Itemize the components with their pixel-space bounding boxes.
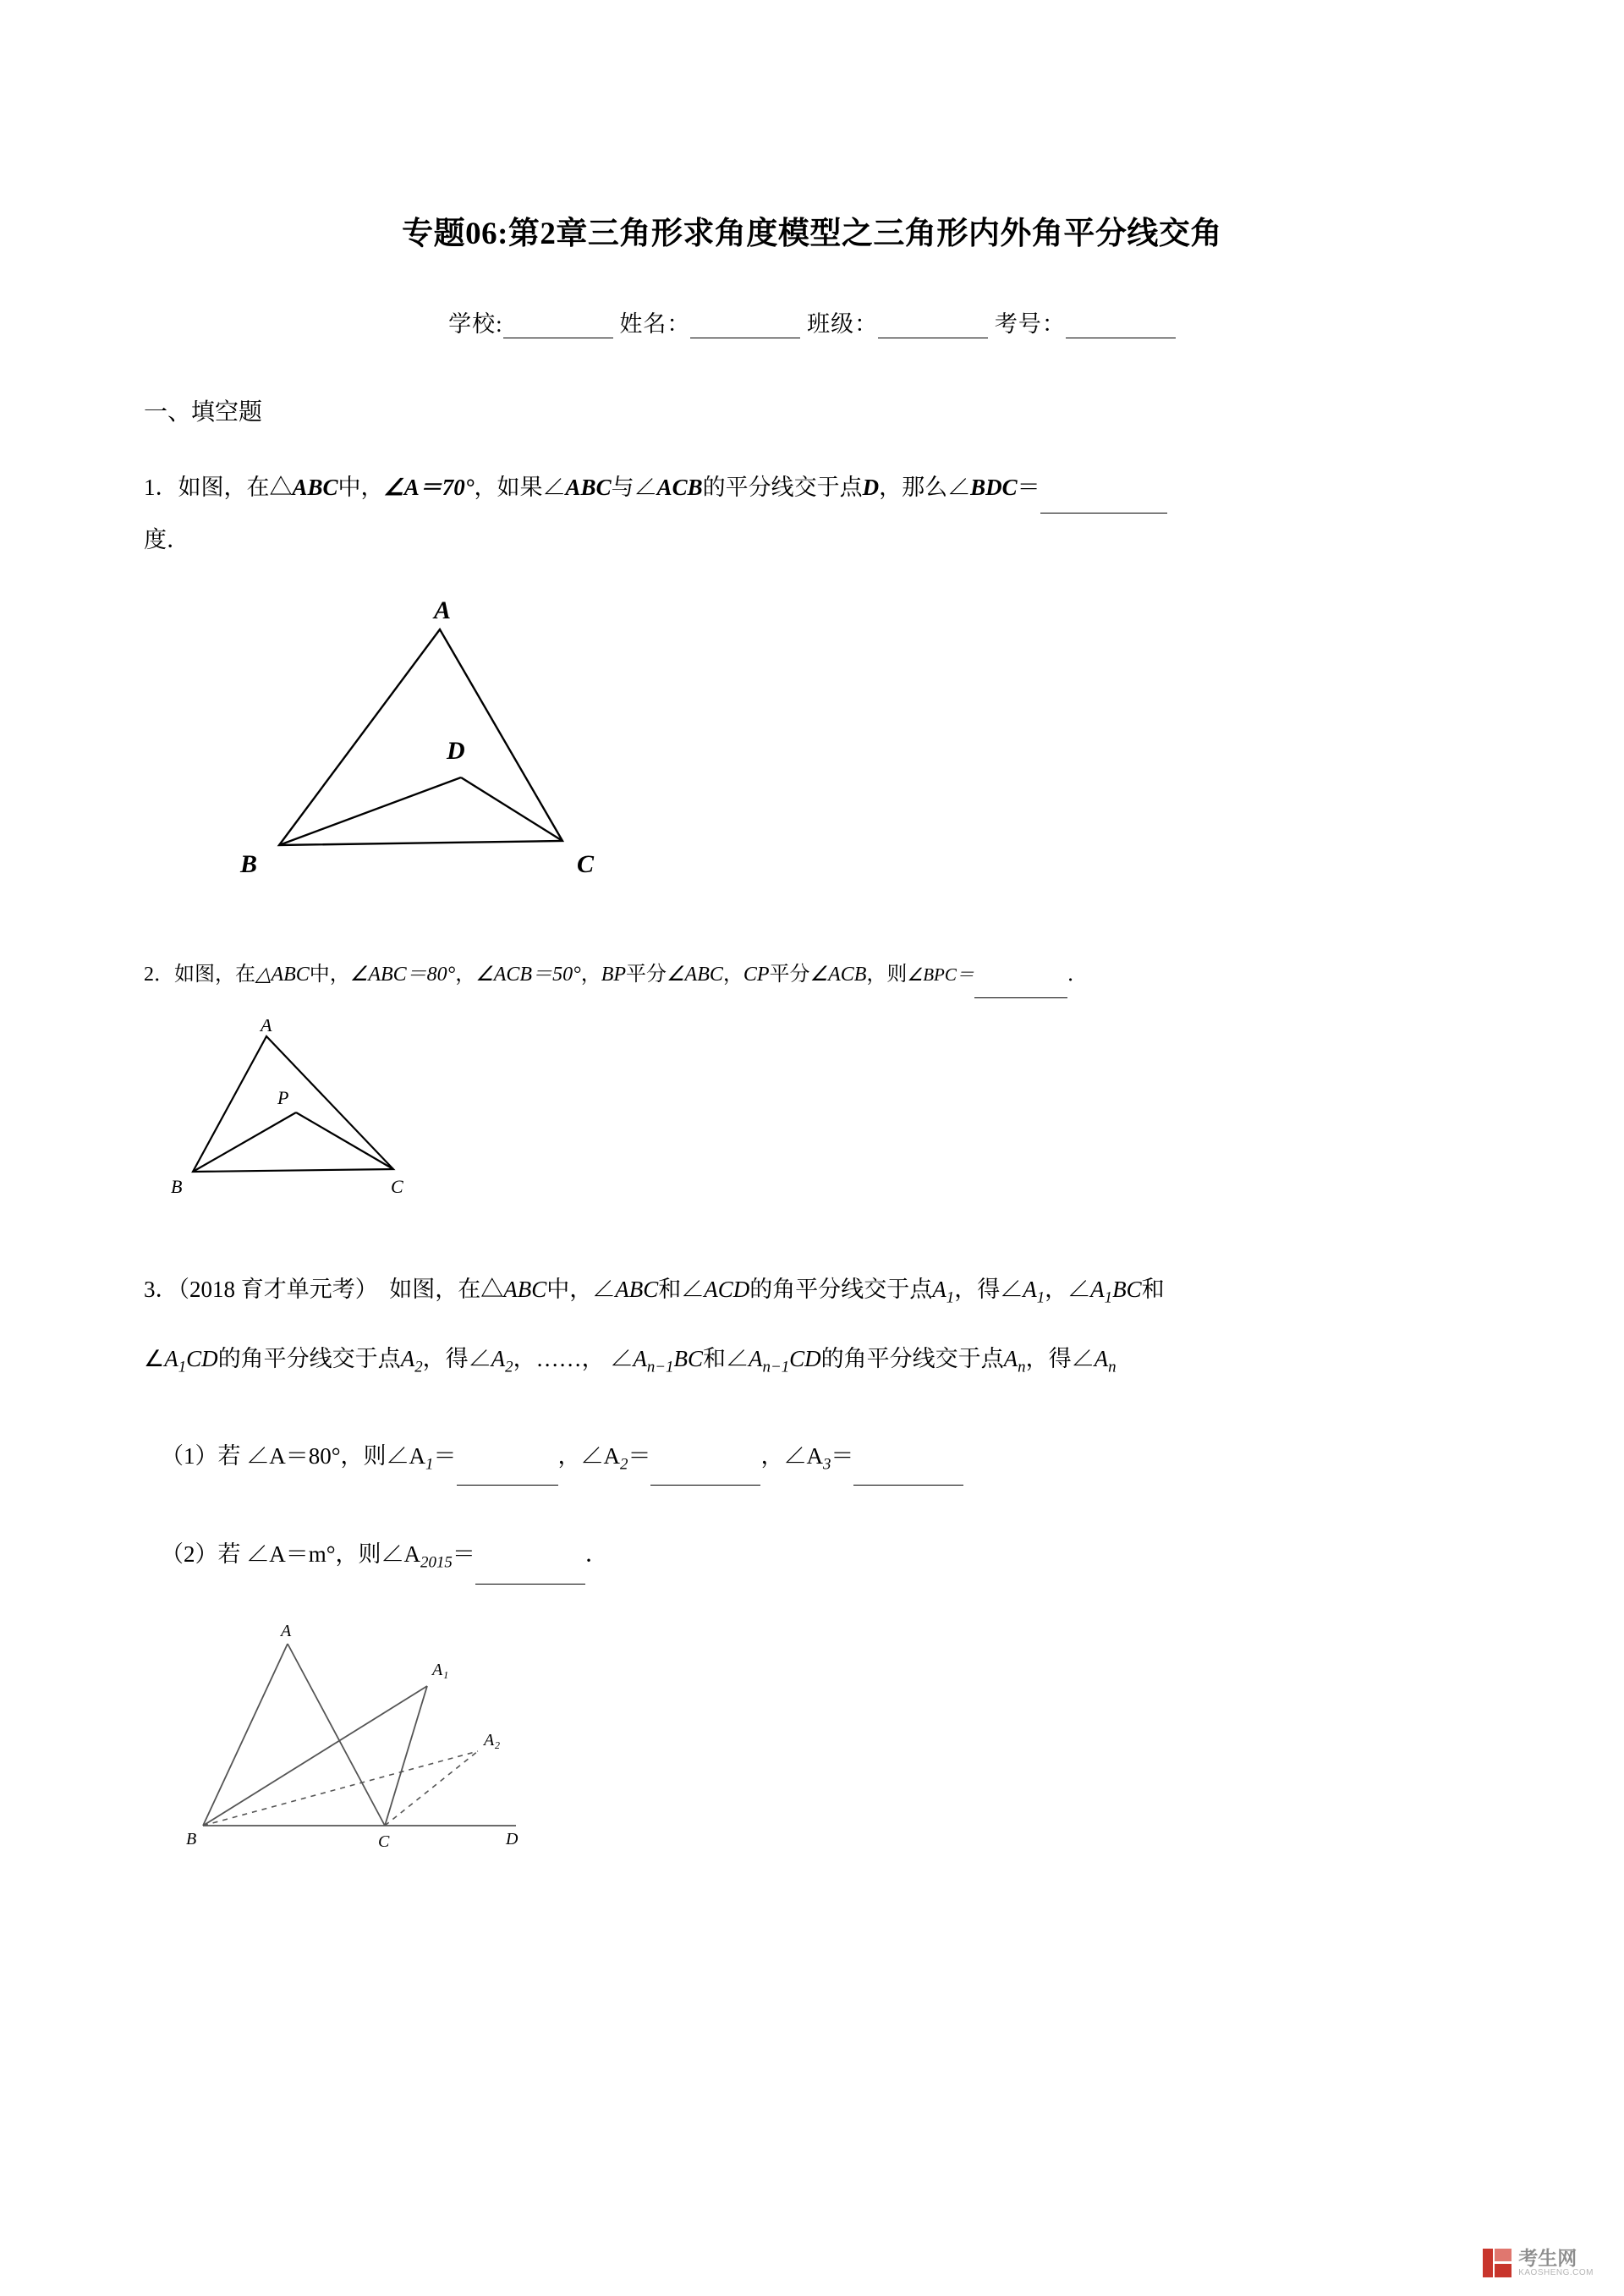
q3-sub1-blank-3[interactable] xyxy=(853,1464,963,1486)
q1-bdc: BDC xyxy=(970,475,1018,500)
q3-acd: ACD xyxy=(704,1277,750,1302)
q1-answer-blank[interactable] xyxy=(1040,492,1167,514)
q2-ang1: ∠ABC＝80° xyxy=(349,964,456,986)
watermark-logo-icon xyxy=(1483,2249,1512,2277)
figure-1-label-A: A xyxy=(434,600,452,624)
figure-1-label-C: C xyxy=(577,850,595,878)
q1-text-d: 与∠ xyxy=(611,475,657,500)
q2-ang5: ∠BPC＝ xyxy=(907,964,974,985)
q3-l2-an1-sub: n−1 xyxy=(646,1358,674,1376)
figure-3-label-D: D xyxy=(506,1829,518,1848)
figure-2-label-C: C xyxy=(391,1176,403,1197)
q3-sub1-sub3: 3 xyxy=(822,1455,831,1474)
question-3 xyxy=(144,1263,1480,1394)
figure-3-label-A: A xyxy=(281,1622,292,1640)
question-3-part-1 xyxy=(161,1435,1480,1486)
figure-3-label-A1: A₁ xyxy=(432,1660,449,1679)
question-3-part-2 xyxy=(161,1533,1480,1584)
exam-id-blank[interactable] xyxy=(1066,317,1176,338)
figure-question-2 xyxy=(161,1019,1480,1214)
figure-3-label-B: B xyxy=(186,1829,197,1848)
q3-line2-b: 的角平分线交于点 xyxy=(217,1346,401,1372)
figure-2-label-A: A xyxy=(261,1019,272,1035)
q3-line2-h: ，得∠ xyxy=(1025,1346,1095,1372)
q3-line1-d: 的角平分线交于点 xyxy=(749,1277,933,1302)
q2-number: 2． xyxy=(144,964,174,986)
q1-text-a: 如图，在△ xyxy=(178,475,293,500)
q3-sub2-sub: 2015 xyxy=(420,1553,453,1572)
figure-question-1 xyxy=(228,600,1480,904)
figure-1-svg xyxy=(228,600,668,904)
school-label: 学校: xyxy=(448,311,503,337)
q3-sub1-blank-1[interactable] xyxy=(457,1464,558,1486)
q2-end: ． xyxy=(1067,964,1088,986)
q3-l2-an: A xyxy=(1003,1346,1018,1372)
figure-question-3 xyxy=(186,1623,1480,1868)
q3-l2-an1b-sub: n−1 xyxy=(762,1358,790,1376)
q3-number: 3． xyxy=(144,1277,178,1302)
page-title: 专题06:第2章三角形求角度模型之三角形内外角平分线交角 xyxy=(402,217,1222,251)
q3-line1-g: 和 xyxy=(1141,1277,1165,1302)
q1-text-b: 中， xyxy=(337,475,384,500)
q3-abc2: ABC xyxy=(615,1277,659,1302)
document-content xyxy=(144,0,1480,1868)
q1-text-f: ，那么∠ xyxy=(879,475,971,500)
q3-sub2-blank[interactable] xyxy=(475,1563,585,1585)
q2-ang2: ∠ACB＝50° xyxy=(475,964,581,986)
q2-answer-blank[interactable] xyxy=(974,977,1067,998)
q3-l2-a2-sub: 2 xyxy=(414,1358,423,1376)
q2-mid1: 中， xyxy=(309,964,350,986)
q3-a1: A xyxy=(932,1277,946,1302)
q3-sub2-label: （2）若 ∠A＝m°，则∠A xyxy=(161,1541,421,1568)
q1-abc: ABC xyxy=(292,475,338,500)
q3-line2-a: ∠ xyxy=(144,1346,165,1372)
q3-line2-d: ，……， xyxy=(513,1346,605,1372)
q3-sub1-sub2: 2 xyxy=(620,1455,628,1474)
name-blank[interactable] xyxy=(690,317,800,338)
q2-sep2: ， xyxy=(580,964,601,986)
q2-sep3: ， xyxy=(722,964,743,986)
q3-l2-a1-sub: 1 xyxy=(178,1358,187,1376)
figure-2-label-B: B xyxy=(171,1176,183,1197)
name-label: 姓名： xyxy=(619,311,691,337)
class-label: 班级： xyxy=(807,311,879,337)
q3-line1-b: 中，∠ xyxy=(546,1277,616,1302)
q2-cp: CP xyxy=(743,964,770,986)
q3-sub1-sub: 1 xyxy=(425,1455,434,1474)
figure-3-svg xyxy=(186,1623,660,1868)
q3-source: （2018 育才单元考） xyxy=(178,1277,378,1302)
school-blank[interactable] xyxy=(503,317,613,338)
q3-a1b-sub: 1 xyxy=(1036,1288,1045,1307)
q2-sep4: ，则 xyxy=(866,964,908,986)
q3-l2-a2b: A xyxy=(491,1346,506,1372)
q3-sub2-end: ． xyxy=(584,1541,608,1568)
q1-angle-a: ∠A＝70° xyxy=(383,475,475,500)
student-info-line xyxy=(144,305,1480,338)
exam-id-label: 考号： xyxy=(994,311,1066,337)
q3-l2-anb: A xyxy=(1094,1346,1109,1372)
figure-1-label-D: D xyxy=(447,737,465,765)
q3-l2-bc: BC xyxy=(673,1346,703,1372)
q3-l2-an1: A xyxy=(633,1346,647,1372)
watermark xyxy=(1483,2248,1594,2277)
q3-l2-anb-sub: n xyxy=(1108,1358,1116,1376)
q3-sub1-label: （1）若 ∠A＝80°，则∠A xyxy=(161,1442,426,1469)
figure-2-label-P: P xyxy=(277,1087,289,1108)
q1-text-c: ，如果∠ xyxy=(474,475,566,500)
q3-l2-cd: CD xyxy=(186,1346,218,1372)
q3-line2-g: 的角平分线交于点 xyxy=(820,1346,1004,1372)
q3-line2-c: ，得∠ xyxy=(422,1346,491,1372)
q3-l2-a2: A xyxy=(400,1346,415,1372)
q3-line1-e: ，得∠ xyxy=(954,1277,1023,1302)
q3-line1-f: ，∠ xyxy=(1045,1277,1091,1302)
q3-line1-c: 和∠ xyxy=(658,1277,705,1302)
q2-bisect1: 平分 xyxy=(626,964,667,986)
watermark-en: KAOSHENG.COM xyxy=(1518,2267,1594,2277)
q3-l2-a2b-sub: 2 xyxy=(505,1358,513,1376)
q3-l2-a1: A xyxy=(164,1346,178,1372)
q2-ang3: ∠ABC xyxy=(667,964,723,986)
figure-3-label-C: C xyxy=(378,1832,390,1851)
q1-text-g: ＝ xyxy=(1017,475,1040,500)
question-2 xyxy=(144,951,1480,998)
figure-2-svg xyxy=(161,1019,465,1214)
q3-sub2-eq: ＝ xyxy=(452,1541,475,1568)
q1-number: 1． xyxy=(144,475,178,500)
q1-text-h: 度． xyxy=(144,527,189,552)
q1-d: D xyxy=(862,475,880,500)
q2-tri: △ABC xyxy=(255,964,310,986)
q3-line1-a: 如图，在△ xyxy=(389,1277,504,1302)
q1-abc2: ABC xyxy=(565,475,612,500)
section-heading-fill-in-blank: 一、填空题 xyxy=(144,399,263,426)
q3-a1bc: A xyxy=(1090,1277,1105,1302)
figure-1-label-B: B xyxy=(240,850,258,878)
figure-3-label-A2: A₂ xyxy=(484,1730,501,1749)
q3-sub1-blank-2[interactable] xyxy=(650,1464,760,1486)
q3-sub1-eq2: ＝ xyxy=(628,1442,651,1469)
q3-a1bc-sub: 1 xyxy=(1104,1288,1113,1307)
q3-l2-an1b: A xyxy=(749,1346,763,1372)
q2-sep1: ， xyxy=(455,964,476,986)
q3-abc: ABC xyxy=(503,1277,547,1302)
q2-bp: BP xyxy=(601,964,627,986)
q3-bc: BC xyxy=(1112,1277,1142,1302)
watermark-cn: 考生网 xyxy=(1518,2247,1577,2270)
q3-l2-an-sub: n xyxy=(1018,1358,1026,1376)
q3-sub1-mid: ，∠A xyxy=(557,1442,620,1469)
q3-line2-e: ∠ xyxy=(610,1346,634,1372)
q3-sub1-eq: ＝ xyxy=(433,1442,457,1469)
q1-text-e: 的平分线交于点 xyxy=(702,475,863,500)
class-blank[interactable] xyxy=(878,317,988,338)
q3-a1b: A xyxy=(1023,1277,1037,1302)
q3-l2-cd2: CD xyxy=(789,1346,821,1372)
q3-line2-f: 和∠ xyxy=(703,1346,749,1372)
q1-acb: ACB xyxy=(656,475,703,500)
q2-ang4: ∠ACB xyxy=(809,964,867,986)
watermark-text xyxy=(1518,2248,1594,2277)
q3-a1-sub: 1 xyxy=(946,1288,955,1307)
q3-sub1-mid2: ，∠A xyxy=(760,1442,823,1469)
q2-lead: 如图，在 xyxy=(174,964,255,986)
q2-bisect2: 平分 xyxy=(769,964,810,986)
q3-sub1-eq3: ＝ xyxy=(831,1442,854,1469)
question-1 xyxy=(144,461,1480,566)
